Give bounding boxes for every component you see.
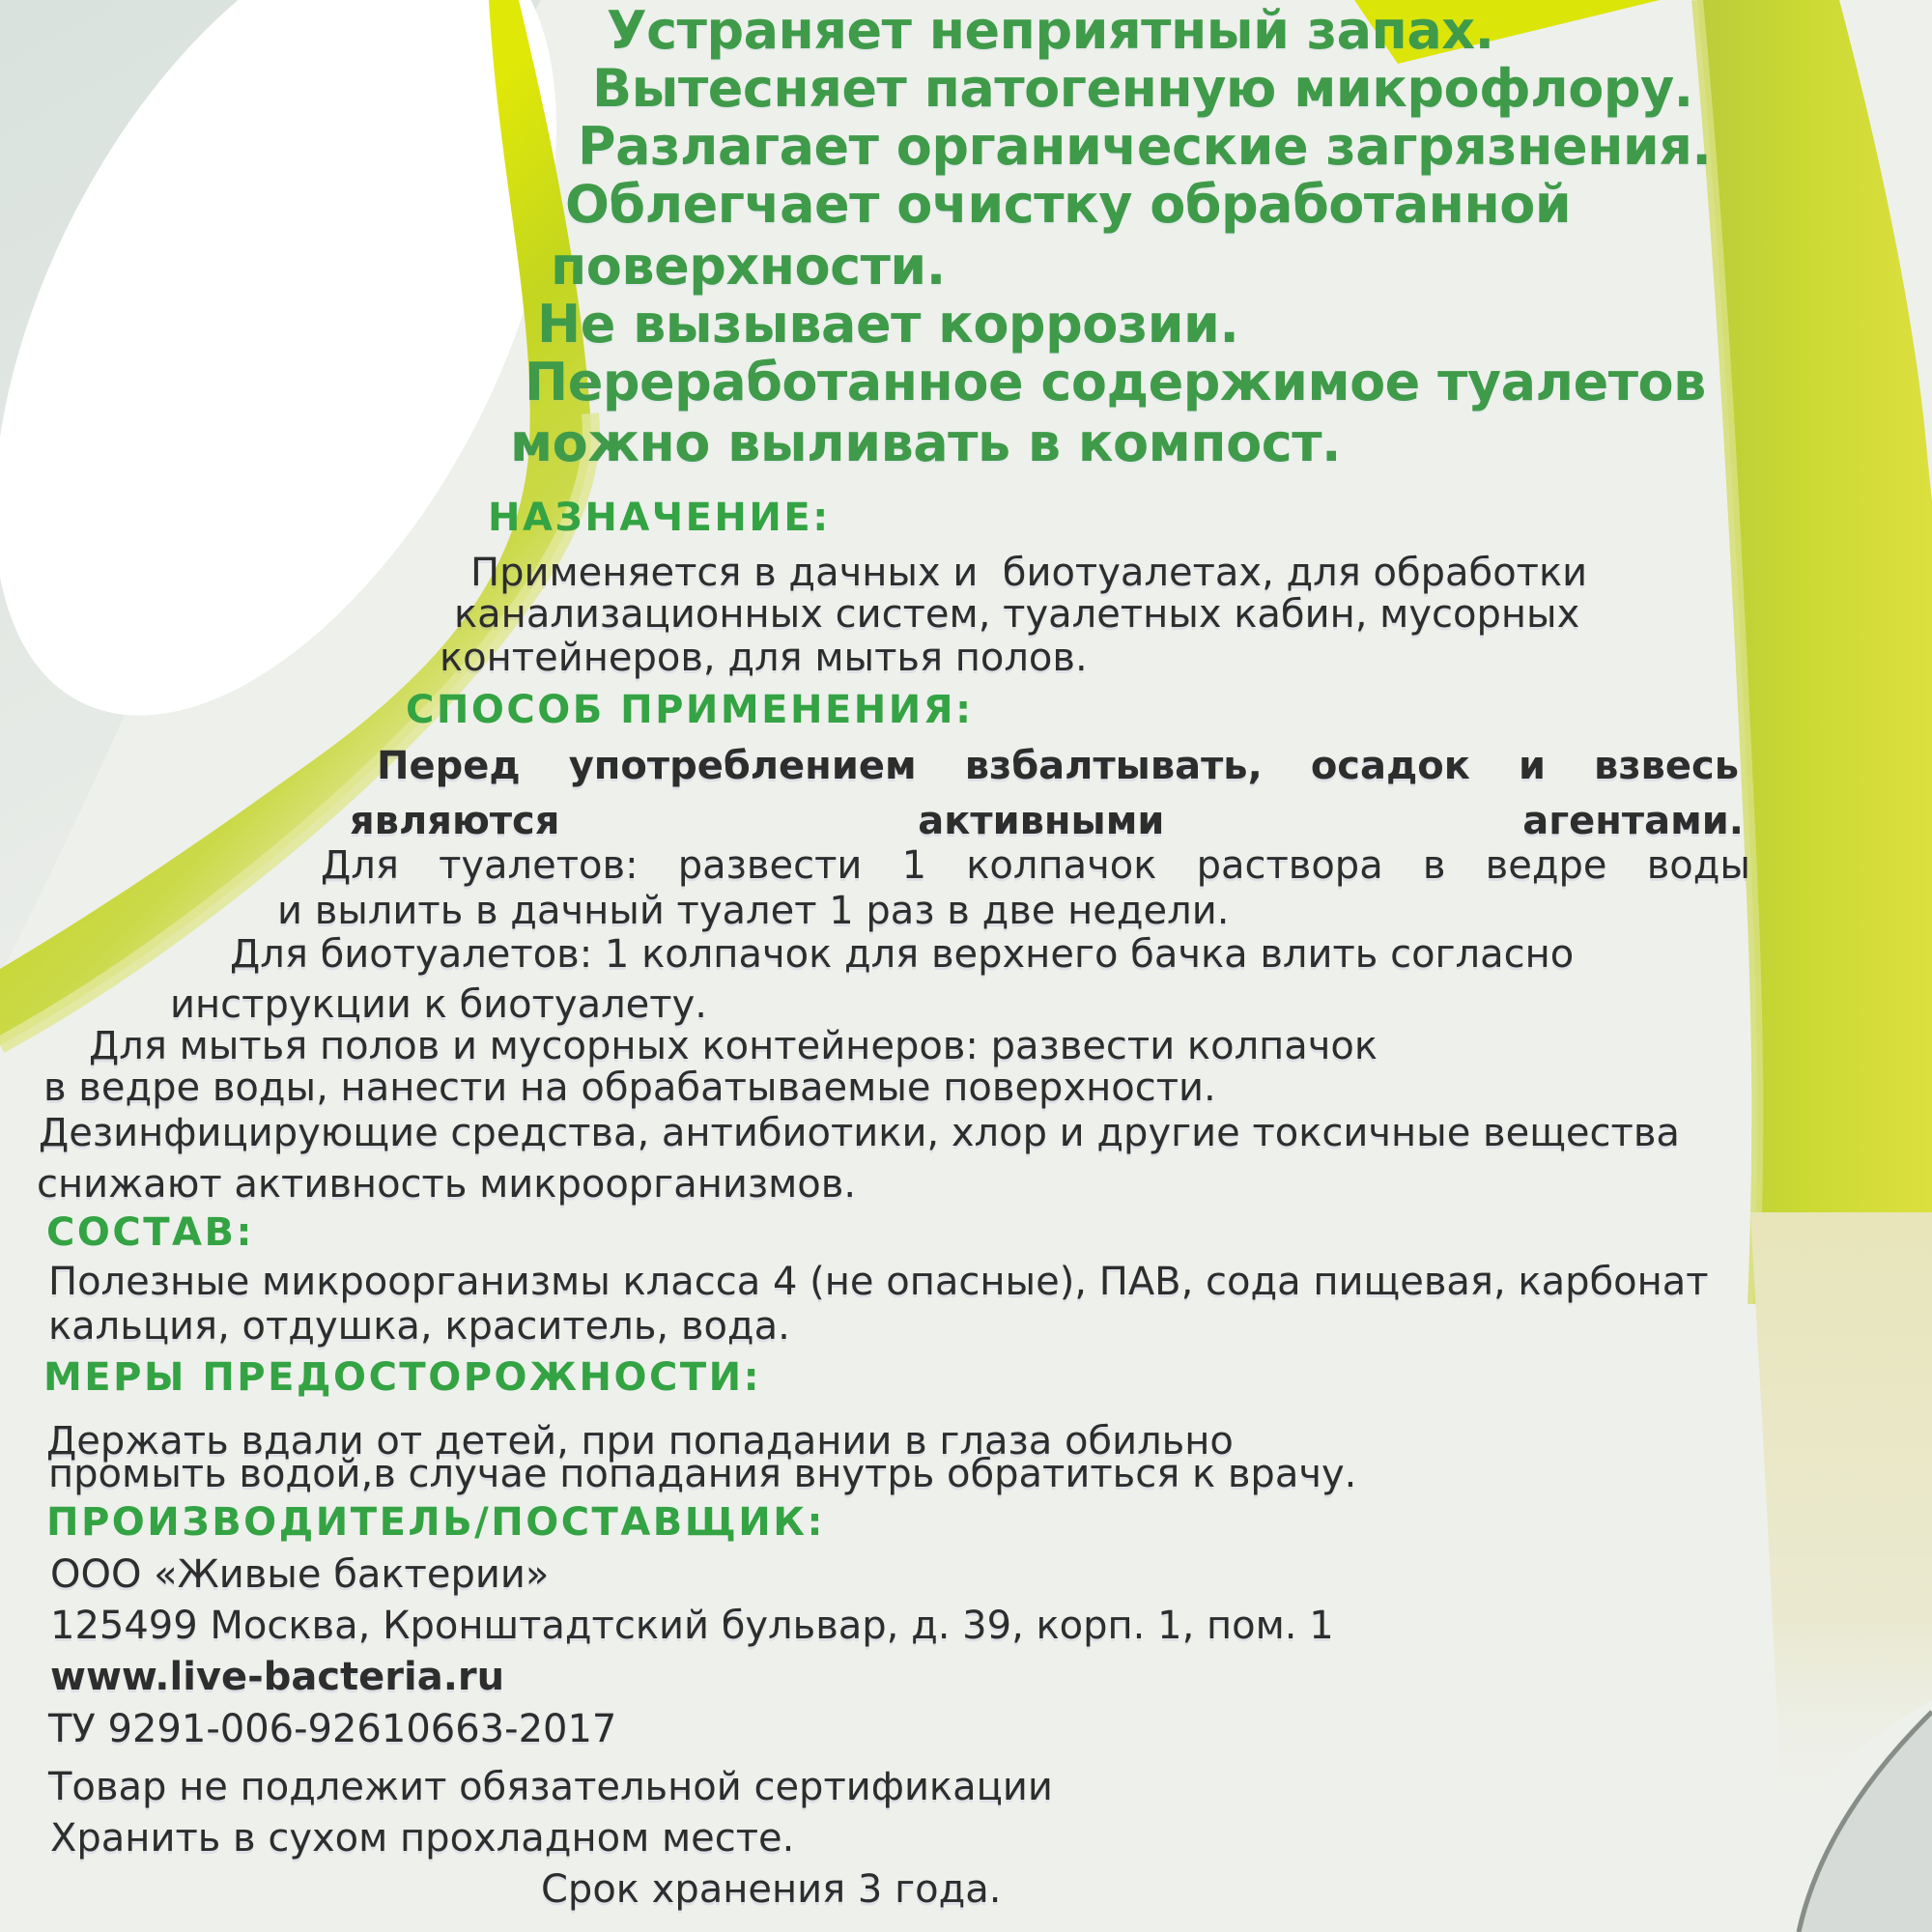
body-line: Для биотуалетов: 1 колпачок для верхнего бачка влить согласно [230, 932, 1575, 977]
benefit-line: Устраняет неприятный запах. [607, 0, 1494, 61]
benefit-line: можно выливать в компост. [510, 412, 1342, 473]
certification-note: Товар не подлежит обязательной сертификации [48, 1765, 1053, 1809]
body-line: Для мытья полов и мусорных контейнеров: развести колпачок [89, 1024, 1378, 1068]
section-heading-mery: МЕРЫ ПРЕДОСТОРОЖНОСТИ: [43, 1355, 762, 1400]
storage-note: Хранить в сухом прохладном месте. [50, 1816, 795, 1861]
maker-address: 125499 Москва, Кронштадтский бульвар, д. 39, корп. 1, пом. 1 [50, 1604, 1334, 1648]
benefit-line: Разлагает органические загрязнения. [578, 116, 1712, 177]
section-heading-sposob: СПОСОБ ПРИМЕНЕНИЯ: [406, 688, 974, 732]
maker-company: ООО «Живые бактерии» [50, 1552, 550, 1597]
body-line: промыть водой,в случае попадания внутрь обратиться к врачу. [48, 1452, 1357, 1496]
body-line: и вылить в дачный туалет 1 раз в две недели. [277, 889, 1230, 933]
body-line: Держать вдали от детей, при попадании в глаза обильно [46, 1419, 1234, 1463]
body-line: Полезные микроорганизмы класса 4 (не опасные), ПАВ, сода пищевая, карбонат [48, 1260, 1709, 1304]
body-line: Дезинфицирующие средства, антибиотики, хлор и другие токсичные вещества [39, 1111, 1680, 1155]
body-line: снижают активность микроорганизмов. [37, 1162, 857, 1207]
benefit-line: поверхности. [551, 236, 946, 297]
body-line: кальция, отдушка, краситель, вода. [48, 1304, 790, 1349]
body-line: инструкции к биотуалету. [170, 982, 707, 1027]
benefit-line: Переработанное содержимое туалетов [525, 352, 1706, 412]
body-line: канализационных систем, туалетных кабин, мусорных [454, 592, 1580, 637]
body-line: Перед употреблением взбалтывать, осадок и взвесь [377, 744, 1739, 788]
body-line: Применяется в дачных и биотуалетах, для обработки [470, 551, 1588, 595]
maker-tu-number: ТУ 9291-006-92610663-2017 [48, 1707, 617, 1751]
section-heading-maker: ПРОИЗВОДИТЕЛЬ/ПОСТАВЩИК: [46, 1500, 825, 1545]
body-line: в ведре воды, нанести на обрабатываемые поверхности. [43, 1065, 1216, 1110]
section-heading-naznachenie: НАЗНАЧЕНИЕ: [488, 496, 831, 540]
maker-website: www.live-bacteria.ru [50, 1655, 505, 1699]
lime-band-right [1697, 0, 1932, 1304]
body-line: являются активными агентами. [350, 799, 1744, 843]
body-line: контейнеров, для мытья полов. [440, 636, 1088, 680]
benefit-line: Не вызывает коррозии. [537, 294, 1239, 355]
shelf-life-note: Срок хранения 3 года. [541, 1867, 1002, 1912]
body-line: Для туалетов: развести 1 колпачок раствора в ведре воды [321, 843, 1750, 888]
section-heading-sostav: СОСТАВ: [46, 1210, 254, 1255]
benefit-line: Вытесняет патогенную микрофлору. [592, 58, 1693, 119]
benefit-line: Облегчает очистку обработанной [565, 174, 1572, 235]
